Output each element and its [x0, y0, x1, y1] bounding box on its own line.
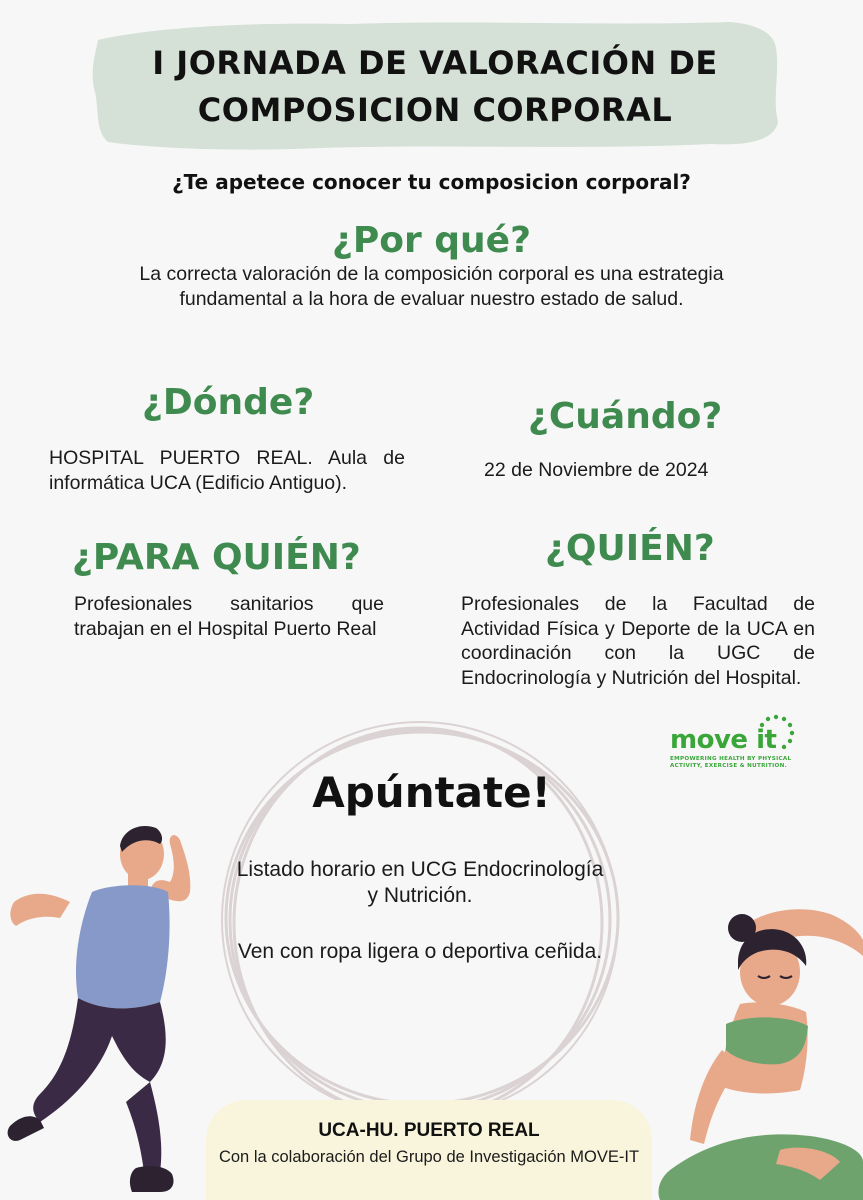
- runner-illustration: [0, 822, 230, 1200]
- title-line-1: I JORNADA DE VALORACIÓN DE: [152, 44, 718, 82]
- por-que-text: La correcta valoración de la composición corporal es una estrategia fundamental a la hora de evaluar nuestro estado de salud.: [139, 263, 724, 310]
- page-title: [90, 40, 780, 134]
- yoga-woman-illustration: [630, 900, 863, 1200]
- para-quien-heading: ¿PARA QUIÉN?: [72, 537, 361, 578]
- title-banner: [90, 18, 780, 153]
- para-quien-text: Profesionales sanitarios que trabajan en el Hospital Puerto Real: [74, 593, 384, 640]
- donde-text: HOSPITAL PUERTO REAL. Aula de informática UCA (Edificio Antiguo).: [49, 447, 405, 494]
- donde-heading: ¿Dónde?: [142, 382, 315, 423]
- footer-subtitle: Con la colaboración del Grupo de Investigación MOVE-IT: [218, 1148, 640, 1166]
- cuando-text: 22 de Noviembre de 2024: [484, 459, 709, 481]
- cuando-heading: ¿Cuándo?: [528, 396, 723, 437]
- quien-heading: ¿QUIÉN?: [545, 528, 715, 569]
- footer-title: UCA-HU. PUERTO REAL: [318, 1120, 540, 1141]
- logo-tagline: EMPOWERING HEALTH BY PHYSICAL ACTIVITY, EXERCISE & NUTRITION.: [670, 756, 792, 769]
- signup-clothing-text: Ven con ropa ligera o deportiva ceñida.: [237, 940, 603, 963]
- por-que-heading: ¿Por qué?: [332, 220, 531, 261]
- signup-schedule-text: Listado horario en UCG Endocrinología y Nutrición.: [236, 858, 604, 907]
- intro-question: ¿Te apetece conocer tu composicion corporal?: [172, 170, 691, 194]
- signup-heading: Apúntate!: [312, 768, 551, 817]
- title-line-2: COMPOSICION CORPORAL: [197, 91, 673, 129]
- logo-wordmark: move it: [670, 725, 777, 755]
- quien-text: Profesionales de la Facultad de Actividad Física y Deporte de la UCA en coordinación con la UGC de Endocrinología y Nutrición del Hospital.: [461, 593, 815, 689]
